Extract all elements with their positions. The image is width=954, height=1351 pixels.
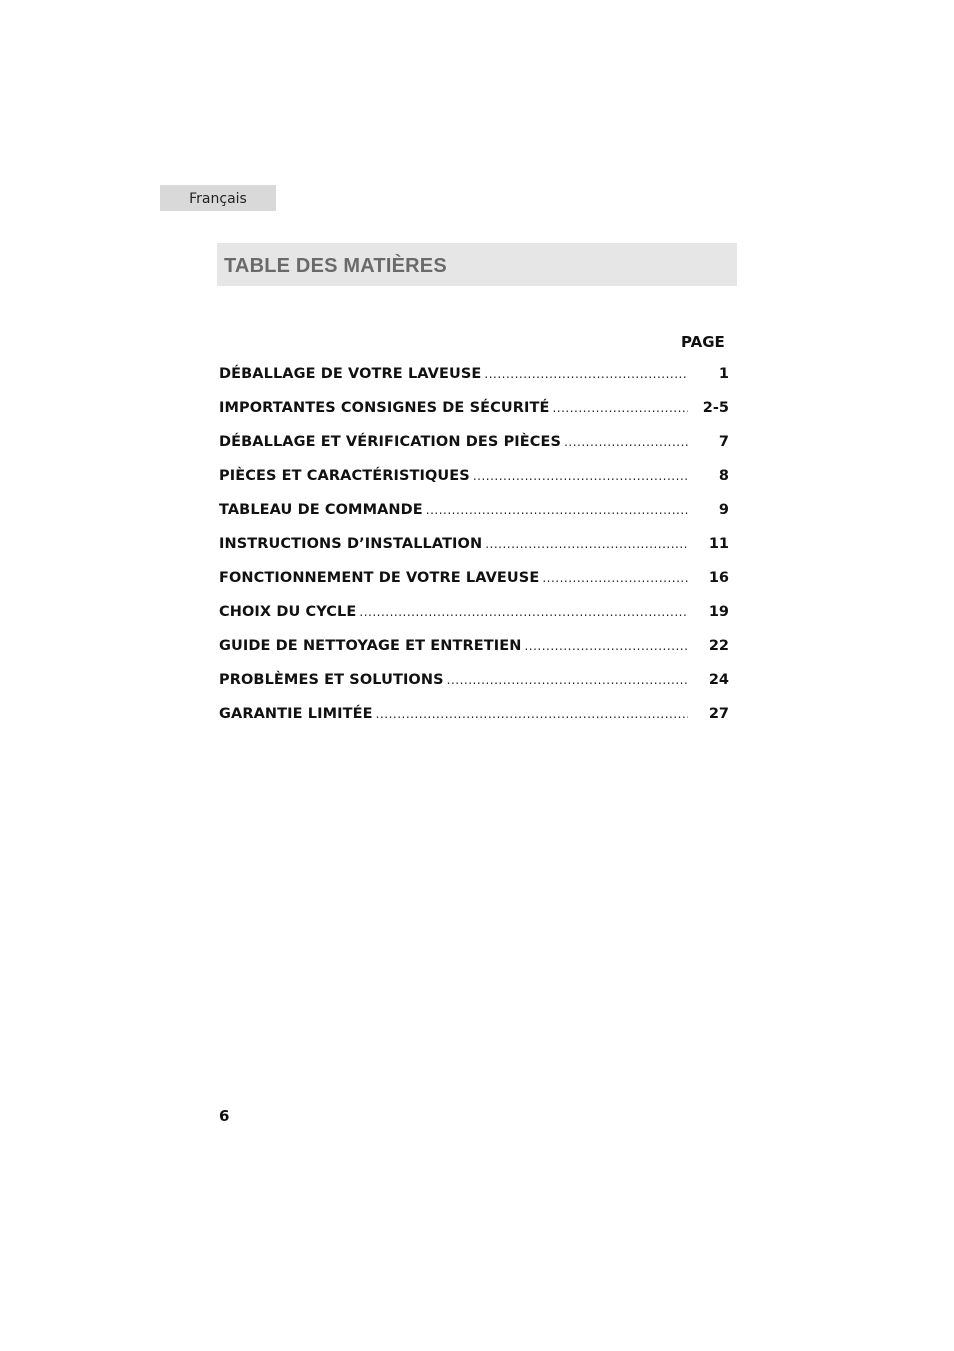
toc-entry-title: PROBLÈMES ET SOLUTIONS [219,672,444,688]
title-bar [217,243,737,286]
language-tab: Français [160,185,276,211]
toc-entry[interactable] [219,366,729,400]
toc-dot-leader [359,605,688,619]
toc-entry[interactable] [219,434,729,468]
toc-dot-leader [376,707,688,721]
toc-entry-page: 24 [708,672,729,688]
toc-entry[interactable] [219,706,729,740]
toc-entry-title: GUIDE DE NETTOYAGE ET ENTRETIEN [219,638,522,654]
toc-entry-page: 19 [708,604,729,620]
toc-entry-page: 22 [708,638,729,654]
toc-dot-leader [542,571,688,585]
toc-dot-leader [564,435,688,449]
toc-entry-page: 27 [708,706,729,722]
toc-entry-title: FONCTIONNEMENT DE VOTRE LAVEUSE [219,570,540,586]
toc-entry[interactable] [219,672,729,706]
toc-dot-leader [552,401,688,415]
toc-dot-leader [485,537,688,551]
toc-entry[interactable] [219,502,729,536]
toc-entry-title: INSTRUCTIONS D’INSTALLATION [219,536,483,552]
toc-entry-title: DÉBALLAGE ET VÉRIFICATION DES PIÈCES [219,434,562,450]
toc-entry-page: 11 [708,536,729,552]
toc-entry-title: PIÈCES ET CARACTÉRISTIQUES [219,468,470,484]
toc-dot-leader [473,469,688,483]
page-title: TABLE DES MATIÈRES [224,254,447,277]
toc-entry[interactable] [219,570,729,604]
toc-entry-page: 8 [718,468,729,484]
toc-entry[interactable] [219,638,729,672]
toc-entry-title: CHOIX DU CYCLE [219,604,357,620]
toc-dot-leader [447,673,688,687]
toc-dot-leader [484,367,688,381]
toc-entry-page: 1 [718,366,729,382]
toc-entry[interactable] [219,468,729,502]
toc-dot-leader [524,639,688,653]
toc-entry-page: 16 [708,570,729,586]
toc-entry[interactable] [219,400,729,434]
footer-page-number: 6 [219,1107,230,1125]
toc-entry-title: GARANTIE LIMITÉE [219,706,373,722]
toc-entry-title: DÉBALLAGE DE VOTRE LAVEUSE [219,366,482,382]
toc-entry-page: 7 [718,434,729,450]
toc-entry-page: 2-5 [702,400,729,416]
toc-entry-page: 9 [718,502,729,518]
toc-entry[interactable] [219,604,729,638]
toc-dot-leader [426,503,688,517]
page-column-header: PAGE [681,333,725,351]
toc-entry[interactable] [219,536,729,570]
toc-entry-title: IMPORTANTES CONSIGNES DE SÉCURITÉ [219,400,550,416]
table-of-contents [219,366,729,740]
toc-entry-title: TABLEAU DE COMMANDE [219,502,423,518]
